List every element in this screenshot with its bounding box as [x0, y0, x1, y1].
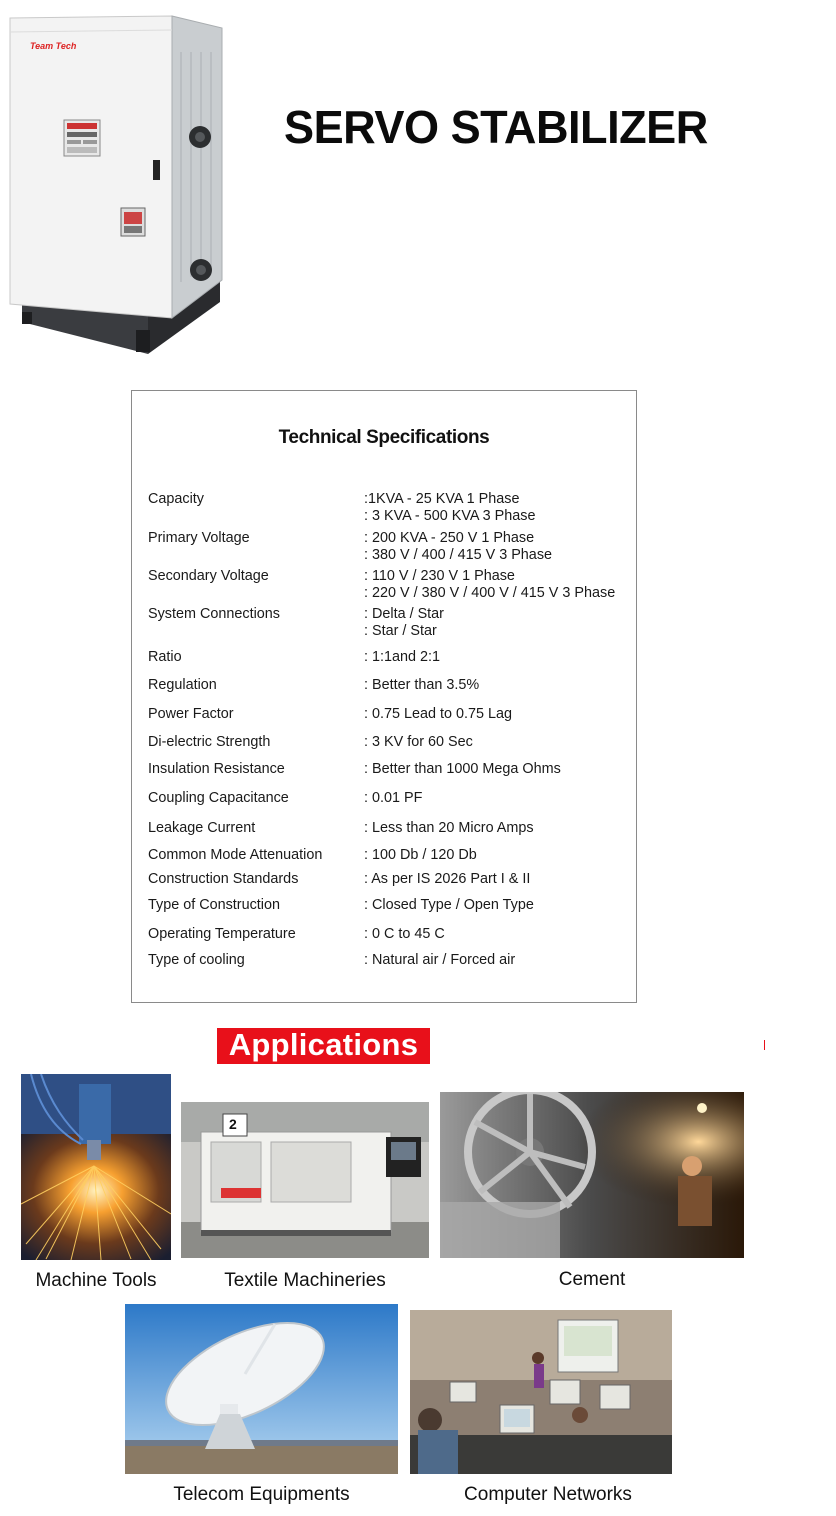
spec-value: : 0 C to 45 C — [364, 926, 445, 942]
spec-label: Capacity — [148, 491, 204, 507]
telecom-equipments-caption: Telecom Equipments — [173, 1484, 350, 1505]
page-title: SERVO STABILIZER — [284, 101, 708, 153]
divider-mark — [764, 1040, 765, 1050]
spec-label: Ratio — [148, 649, 182, 665]
spec-label: Insulation Resistance — [148, 761, 285, 777]
spec-value: : Natural air / Forced air — [364, 952, 516, 968]
spec-value: : 0.75 Lead to 0.75 Lag — [364, 706, 513, 722]
spec-label: Type of cooling — [148, 952, 245, 968]
spec-label: Construction Standards — [148, 871, 299, 887]
cement-image — [440, 1092, 744, 1258]
spec-value: : 3 KV for 60 Sec — [364, 734, 473, 750]
telecom-equipments-image — [125, 1304, 398, 1474]
specifications-heading: Technical Specifications — [278, 427, 490, 448]
spec-label: Regulation — [148, 677, 217, 693]
spec-value: : 1:1and 2:1 — [364, 649, 441, 665]
spec-label: Common Mode Attenuation — [148, 847, 323, 863]
textile-machineries-caption: Textile Machineries — [224, 1270, 386, 1291]
spec-value: :1KVA - 25 KVA 1 Phase : 3 KVA - 500 KVA 3 Phase — [364, 491, 536, 524]
spec-label: Secondary Voltage — [148, 568, 269, 584]
spec-value: : Less than 20 Micro Amps — [364, 820, 534, 836]
spec-label: Operating Temperature — [148, 926, 296, 942]
machine-tools-caption: Machine Tools — [35, 1270, 157, 1291]
spec-value: : Better than 1000 Mega Ohms — [364, 761, 561, 777]
machine-tools-image — [21, 1074, 171, 1260]
spec-value: : 0.01 PF — [364, 790, 423, 806]
spec-label: System Connections — [148, 606, 280, 622]
spec-value: : 110 V / 230 V 1 Phase : 220 V / 380 V / 400 V / 415 V 3 Phase — [364, 568, 616, 601]
product-image — [8, 12, 230, 357]
textile-machineries-image: 2 — [181, 1102, 429, 1258]
spec-value: : As per IS 2026 Part I & II — [364, 871, 531, 887]
computer-networks-caption: Computer Networks — [464, 1484, 632, 1505]
spec-value: : 200 KVA - 250 V 1 Phase : 380 V / 400 / 415 V 3 Phase — [364, 530, 553, 563]
spec-value: : Closed Type / Open Type — [364, 897, 534, 913]
applications-heading: Applications — [217, 1028, 430, 1064]
spec-label: Leakage Current — [148, 820, 256, 836]
spec-value: : 100 Db / 120 Db — [364, 847, 477, 863]
spec-label: Coupling Capacitance — [148, 790, 289, 806]
spec-value: : Better than 3.5% — [364, 677, 480, 693]
spec-value: : Delta / Star : Star / Star — [364, 606, 444, 639]
spec-label: Di-electric Strength — [148, 734, 271, 750]
spec-label: Primary Voltage — [148, 530, 250, 546]
spec-label: Power Factor — [148, 706, 234, 722]
cement-caption: Cement — [558, 1269, 626, 1290]
spec-label: Type of Construction — [148, 897, 280, 913]
brand-label: Team Tech — [30, 41, 77, 51]
specifications-panel — [131, 390, 637, 1003]
computer-networks-image — [410, 1310, 672, 1474]
